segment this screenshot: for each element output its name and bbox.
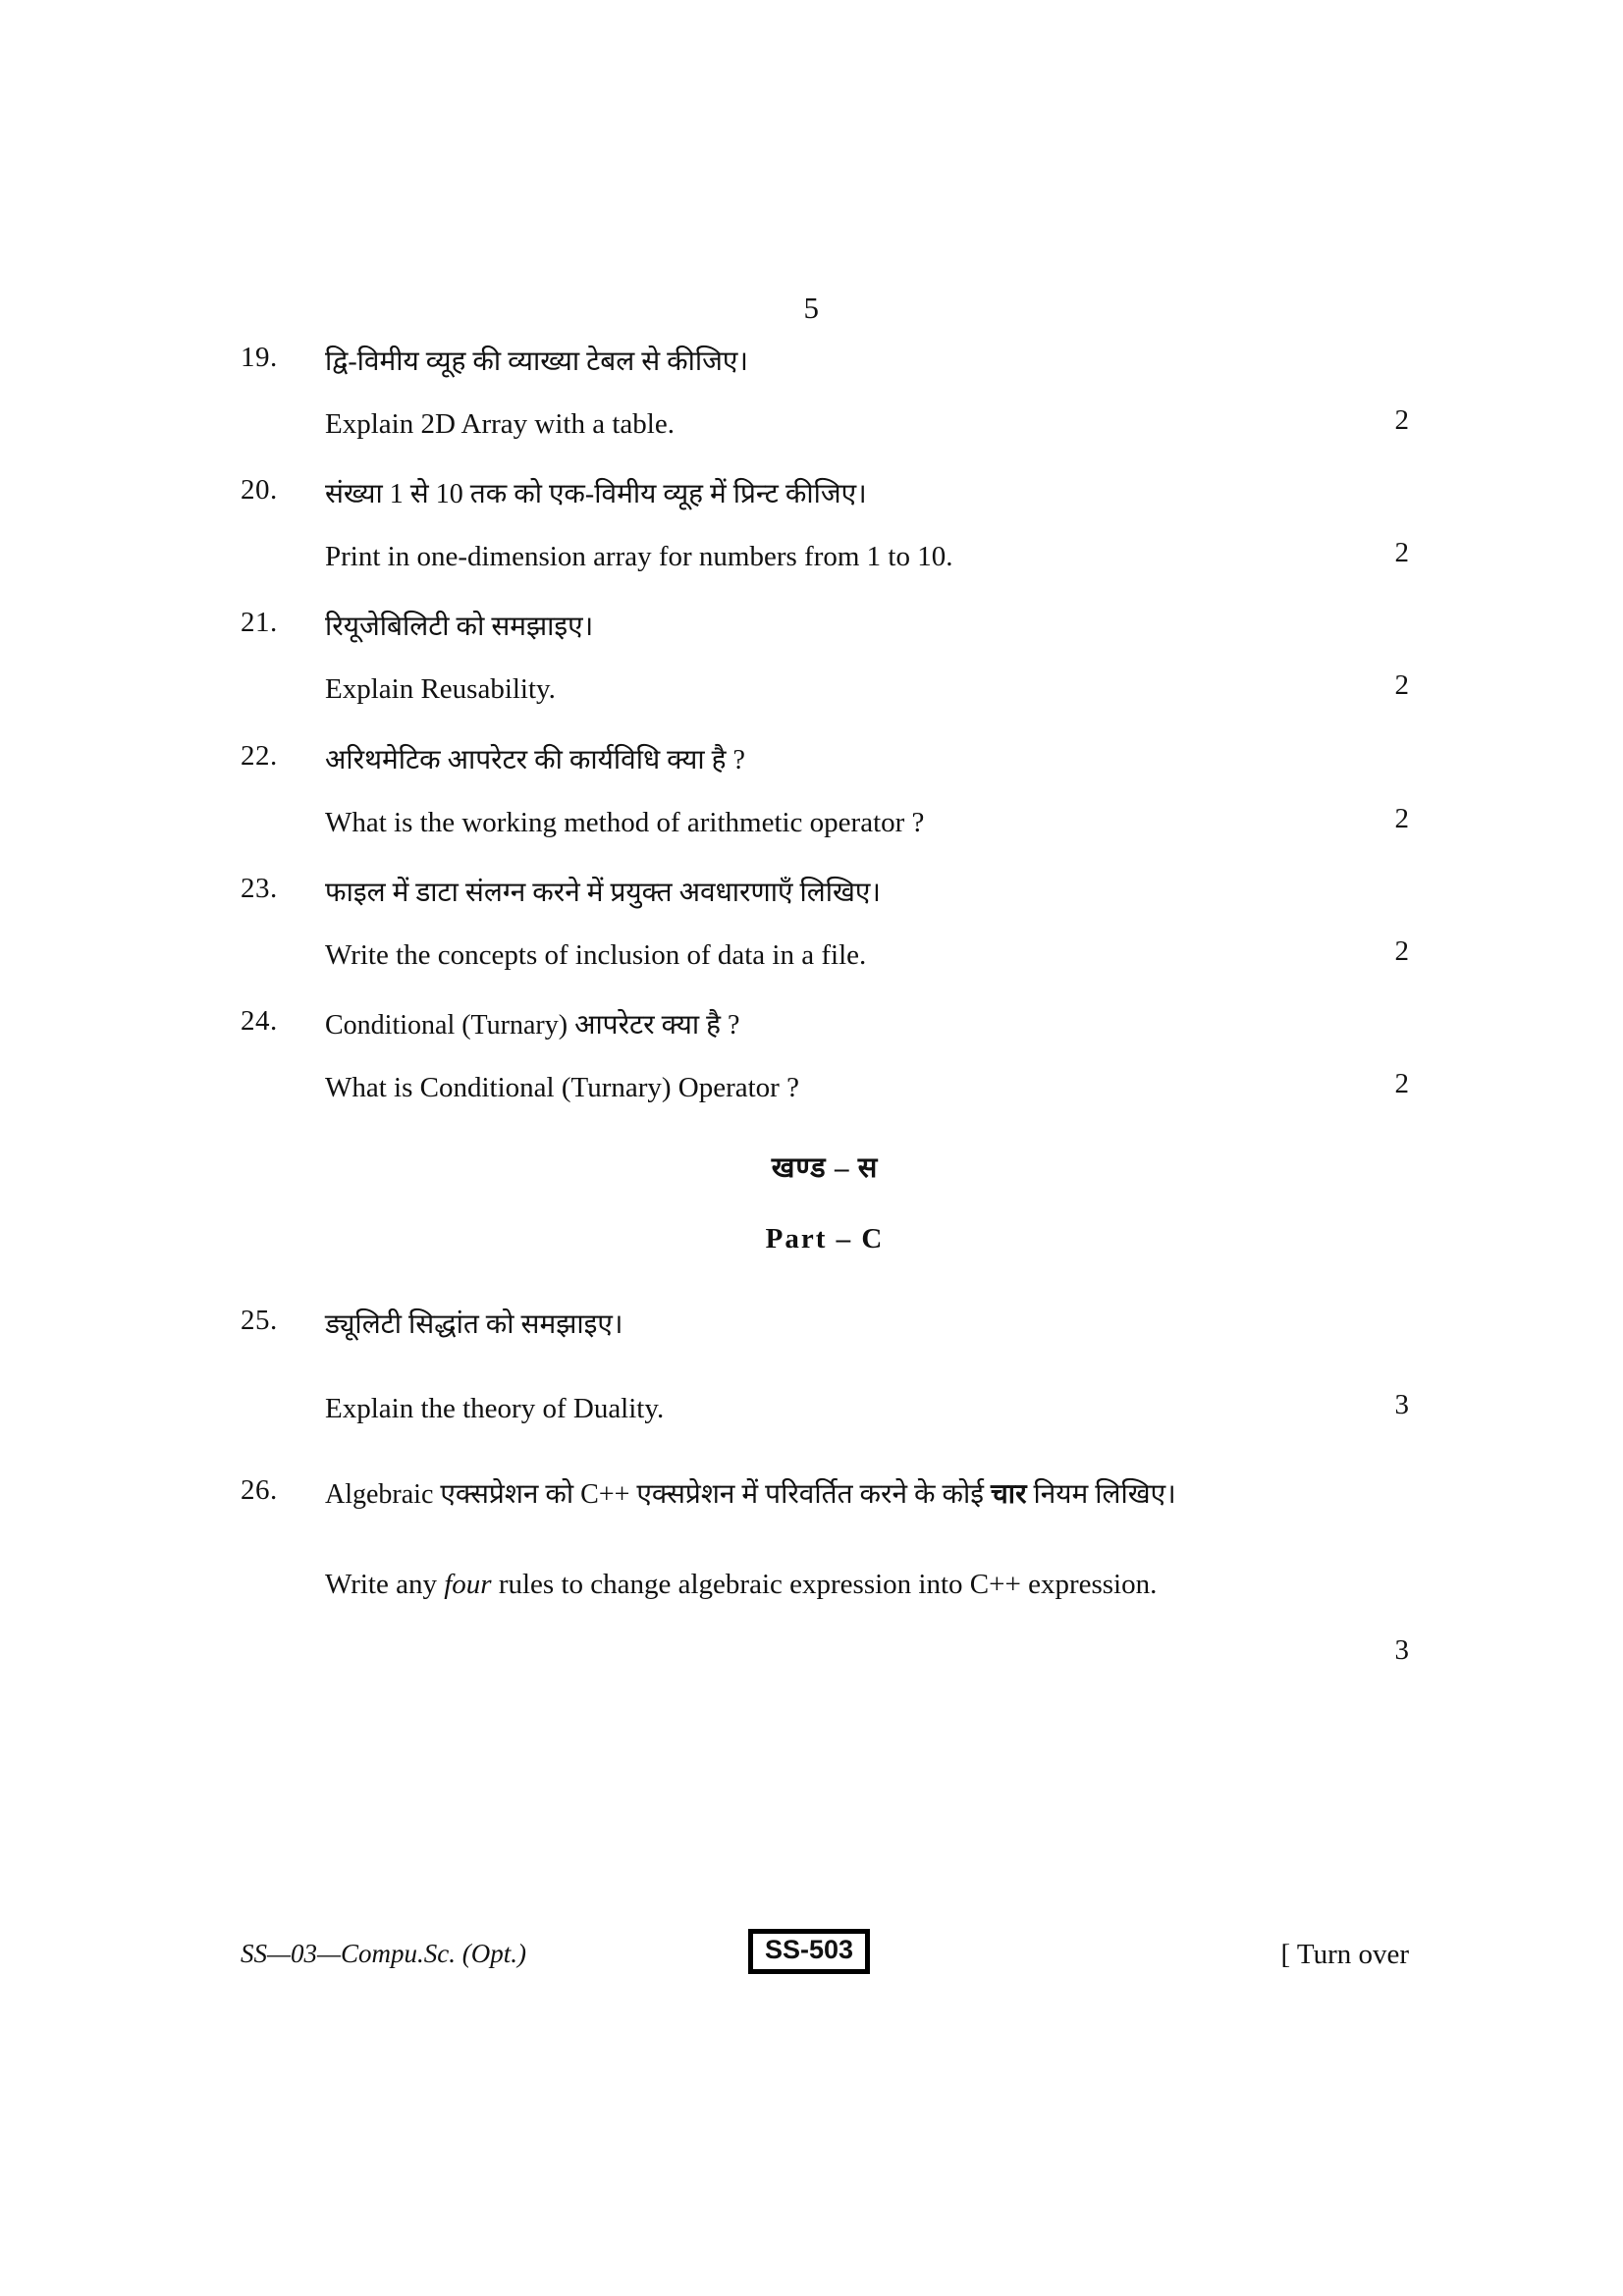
hindi-pre: Algebraic एक्सप्रेशन को C++ एक्सप्रेशन में परिवर्तित करने के कोई <box>325 1479 992 1511</box>
spacer <box>241 648 1409 669</box>
hindi-post: नियम लिखिए। <box>1026 1479 1176 1511</box>
question-marks: 2 <box>1394 934 1409 967</box>
question-marks: 2 <box>1394 537 1409 569</box>
question-text-english <box>325 1559 1291 1612</box>
question-number: 19. <box>241 342 278 373</box>
spacer <box>241 1429 1409 1474</box>
question-number: 21. <box>241 607 278 639</box>
question-number: 23. <box>241 872 278 904</box>
question-text-hindi: ड्यूलिटी सिद्धांत को समझाइए। <box>325 1309 623 1341</box>
question-marks: 3 <box>1394 1634 1409 1667</box>
question-hindi-line <box>241 873 1409 914</box>
question-number: 20. <box>241 474 278 507</box>
question-text-english: Print in one-dimension array for numbers from 1 to 10. <box>325 541 953 573</box>
question-block-19 <box>241 342 1409 445</box>
question-english-line <box>241 537 1409 577</box>
question-text-hindi: द्वि-विमीय व्यूह की व्याख्या टेबल से कीजिए। <box>325 347 749 377</box>
question-marks: 3 <box>1394 1389 1409 1421</box>
question-text-hindi: फाइल में डाटा संलग्न करने में प्रयुक्त अवधारणाएँ लिखिए। <box>325 877 881 908</box>
spacer <box>241 976 1409 1005</box>
english-emphasis-four: four <box>444 1569 492 1601</box>
question-block-21 <box>241 607 1409 710</box>
question-block-20 <box>241 474 1409 577</box>
question-number: 25. <box>241 1305 278 1337</box>
spacer <box>241 843 1409 873</box>
question-marks: 2 <box>1394 669 1409 702</box>
english-pre: Write any <box>325 1569 445 1601</box>
question-english-line <box>241 669 1409 710</box>
question-english-line <box>241 803 1409 843</box>
footer-turn-over: [ Turn over <box>1280 1939 1409 1970</box>
question-text-hindi <box>325 1474 1291 1516</box>
spacer <box>241 1346 1409 1389</box>
footer-subject-code: SS—03—Compu.Sc. (Opt.) <box>241 1939 526 1968</box>
hindi-emphasis-four: चार <box>991 1479 1027 1511</box>
spacer <box>241 1108 1409 1148</box>
question-marks: 2 <box>1394 1067 1409 1099</box>
question-block-26 <box>241 1474 1409 1667</box>
page-number: 5 <box>803 291 820 325</box>
spacer <box>241 383 1409 404</box>
spacer <box>241 1255 1409 1305</box>
page-footer <box>241 1929 1409 1988</box>
question-hindi-line <box>241 607 1409 648</box>
question-block-25 <box>241 1305 1409 1429</box>
part-heading-hindi: खण्ड – स <box>771 1152 879 1185</box>
spacer <box>241 711 1409 740</box>
question-marks: 2 <box>1394 802 1409 834</box>
question-number: 24. <box>241 1004 278 1037</box>
question-english-line <box>241 1559 1409 1667</box>
spacer <box>241 1186 1409 1223</box>
spacer <box>241 781 1409 803</box>
question-text-english: Explain Reusability. <box>325 673 556 706</box>
question-text-hindi: Conditional (Turnary) आपरेटर क्या है ? <box>325 1009 740 1041</box>
question-text-hindi: संख्या 1 से 10 तक को एक-विमीय व्यूह में प्रिन्ट कीजिए। <box>325 479 867 510</box>
spacer <box>241 577 1409 607</box>
part-heading-english: Part – C <box>765 1223 885 1255</box>
question-marks: 2 <box>1394 404 1409 436</box>
question-hindi-line <box>241 1005 1409 1046</box>
question-english-line <box>241 1389 1409 1429</box>
question-hindi-line <box>241 342 1409 383</box>
question-hindi-line <box>241 474 1409 515</box>
question-text-english: What is the working method of arithmetic operator ? <box>325 806 925 838</box>
question-text-hindi: रियूजेबिलिटी को समझाइए। <box>325 612 594 643</box>
question-text-english: What is Conditional (Turnary) Operator ? <box>325 1071 799 1103</box>
spacer <box>241 445 1409 474</box>
question-hindi-line <box>241 1305 1409 1346</box>
question-hindi-line <box>241 740 1409 781</box>
question-english-line <box>241 404 1409 445</box>
footer-paper-code-box: SS-503 <box>748 1929 870 1974</box>
english-post: rules to change algebraic expression into C++ expression. <box>491 1569 1158 1601</box>
question-number: 26. <box>241 1474 278 1507</box>
question-text-hindi: अरिथमेटिक आपरेटर की कार्यविधि क्या है ? <box>325 744 745 775</box>
question-text-english: Write the concepts of inclusion of data in a file. <box>325 938 867 971</box>
question-number: 22. <box>241 739 278 772</box>
question-block-22 <box>241 740 1409 843</box>
question-english-line <box>241 1068 1409 1108</box>
question-hindi-line <box>241 1474 1409 1516</box>
question-block-24 <box>241 1005 1409 1108</box>
question-english-line <box>241 935 1409 976</box>
spacer <box>241 1516 1409 1559</box>
spacer <box>241 1046 1409 1068</box>
question-text-english: Explain the theory of Duality. <box>325 1393 665 1425</box>
questions-content <box>241 342 1409 1667</box>
spacer <box>241 515 1409 537</box>
question-block-23 <box>241 873 1409 976</box>
spacer <box>241 914 1409 935</box>
question-text-english: Explain 2D Array with a table. <box>325 408 675 440</box>
